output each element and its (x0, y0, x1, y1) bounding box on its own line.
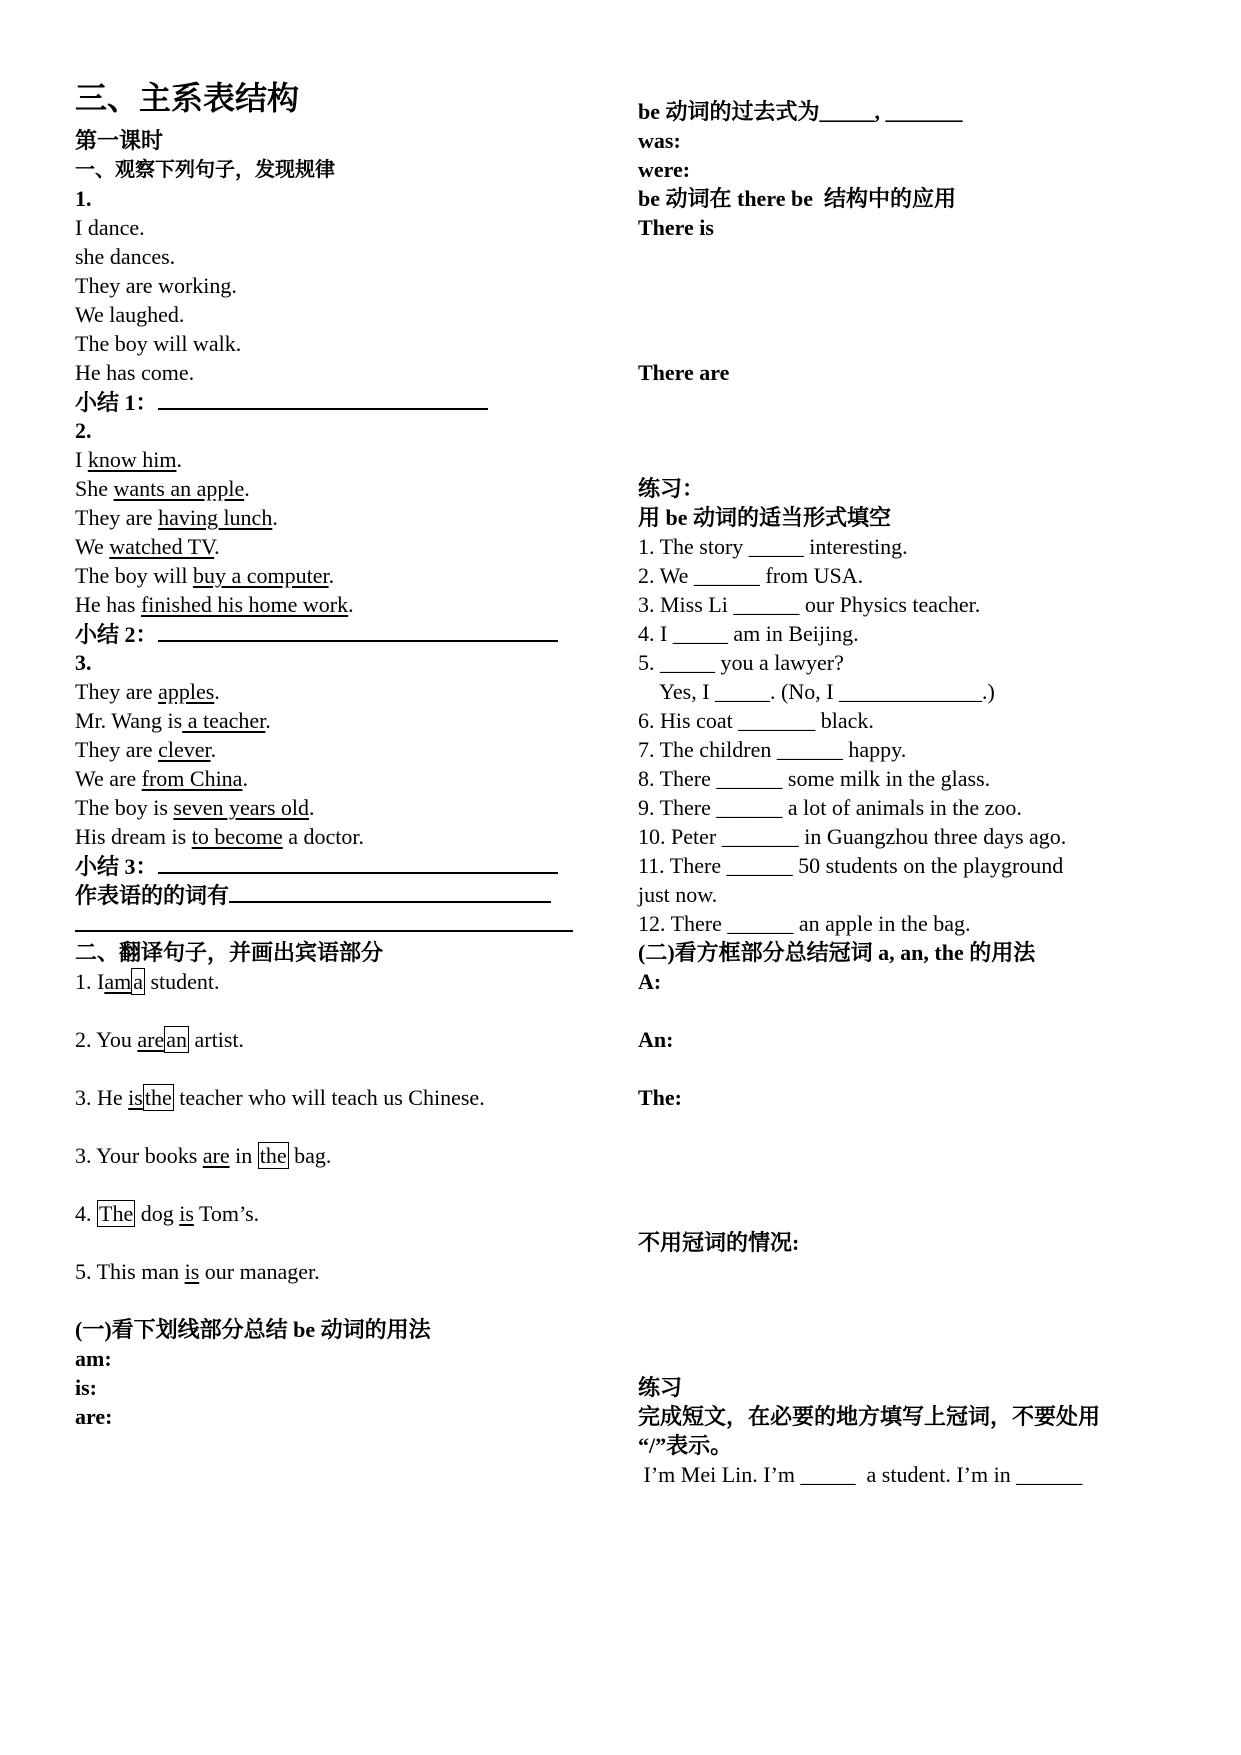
group1-line: They are working. (75, 273, 237, 298)
group2-line: We watched TV. (75, 534, 220, 559)
answer-blank[interactable] (158, 388, 488, 410)
practice2-heading: 练习 (638, 1375, 683, 1400)
exercise-item: 2. We ______ from USA. (638, 563, 864, 588)
summary-2: 小结 2： (75, 620, 558, 649)
lesson-heading: 第一课时 (75, 128, 164, 153)
an-label: An: (638, 1027, 674, 1052)
exercise-item: 3. Miss Li ______ our Physics teacher. (638, 592, 981, 617)
exercise-item: 5. _____ you a lawyer? (638, 650, 844, 675)
exercise-item: 8. There ______ some milk in the glass. (638, 766, 991, 791)
exercise-item: 11. There ______ 50 students on the playground (638, 853, 1064, 878)
group1-number: 1. (75, 186, 92, 211)
group2-line: They are having lunch. (75, 505, 278, 530)
exercise-item: just now. (638, 882, 718, 907)
group2-line: The boy will buy a computer. (75, 563, 335, 588)
answer-blank[interactable] (158, 852, 558, 874)
translation-sentence: 3. Your books are in the bag. (75, 1143, 332, 1168)
answer-blank[interactable] (229, 881, 551, 903)
translation-sentence: 1. Iama student. (75, 969, 220, 994)
the-label: The: (638, 1085, 682, 1110)
there-are-label: There are (638, 360, 730, 385)
answer-line (75, 910, 573, 939)
there-be-heading: be 动词在 there be 结构中的应用 (638, 186, 956, 211)
group3-number: 3. (75, 650, 92, 675)
answer-blank[interactable] (75, 910, 573, 932)
group2-number: 2. (75, 418, 92, 443)
group1-line: The boy will walk. (75, 331, 242, 356)
past-tense-heading: be 动词的过去式为_____, _______ (638, 99, 963, 124)
translation-sentence: 5. This man is our manager. (75, 1259, 320, 1284)
section2-heading: 二、翻译句子，并画出宾语部分 (75, 940, 384, 965)
are-label: are: (75, 1404, 113, 1429)
group1-line: He has come. (75, 360, 195, 385)
group3-line: The boy is seven years old. (75, 795, 315, 820)
article-usage-heading: (二)看方框部分总结冠词 a, an, the 的用法 (638, 940, 1036, 965)
practice-heading: 练习： (638, 476, 705, 501)
answer-blank[interactable] (158, 620, 558, 642)
summary-3: 小结 3： (75, 852, 558, 881)
be-verb-usage-heading: (一)看下划线部分总结 be 动词的用法 (75, 1317, 431, 1342)
there-is-label: There is (638, 215, 714, 240)
exercise-item: 6. His coat _______ black. (638, 708, 874, 733)
were-label: were: (638, 157, 691, 182)
exercise-item: Yes, I _____. (No, I _____________.) (638, 679, 995, 704)
group2-line: I know him. (75, 447, 182, 472)
predicative-words: 作表语的的词有 (75, 881, 551, 910)
exercise-item: 7. The children ______ happy. (638, 737, 907, 762)
exercise-item: 12. There ______ an apple in the bag. (638, 911, 971, 936)
group1-line: I dance. (75, 215, 145, 240)
group3-line: They are clever. (75, 737, 217, 762)
fill-instruction-line2: “/”表示。 (638, 1433, 733, 1458)
practice-instruction: 用 be 动词的适当形式填空 (638, 505, 892, 530)
group2-line: She wants an apple. (75, 476, 250, 501)
page-title: 三、主系表结构 (75, 80, 300, 116)
fill-instruction-line1: 完成短文，在必要的地方填写上冠词，不要处用 (638, 1404, 1101, 1429)
translation-sentence: 3. He isthe teacher who will teach us Chinese. (75, 1085, 485, 1110)
exercise-item: 9. There ______ a lot of animals in the zoo. (638, 795, 1022, 820)
group3-line: His dream is to become a doctor. (75, 824, 364, 849)
passage-line: I’m Mei Lin. I’m _____ a student. I’m in ______ (638, 1462, 1083, 1487)
translation-sentence: 2. You arean artist. (75, 1027, 244, 1052)
translation-sentence: 4. The dog is Tom’s. (75, 1201, 260, 1226)
group3-line: Mr. Wang is a teacher. (75, 708, 271, 733)
was-label: was: (638, 128, 681, 153)
group1-line: she dances. (75, 244, 176, 269)
exercise-item: 1. The story _____ interesting. (638, 534, 908, 559)
am-label: am: (75, 1346, 112, 1371)
summary-1: 小结 1： (75, 388, 488, 417)
exercise-item: 10. Peter _______ in Guangzhou three days ago. (638, 824, 1067, 849)
is-label: is: (75, 1375, 97, 1400)
exercise-item: 4. I _____ am in Beijing. (638, 621, 859, 646)
group2-line: He has finished his home work. (75, 592, 354, 617)
a-label: A: (638, 969, 662, 994)
group1-line: We laughed. (75, 302, 185, 327)
no-article-heading: 不用冠词的情况: (638, 1230, 800, 1255)
group3-line: They are apples. (75, 679, 220, 704)
section1-heading: 一、观察下列句子，发现规律 (75, 159, 335, 181)
group3-line: We are from China. (75, 766, 248, 791)
